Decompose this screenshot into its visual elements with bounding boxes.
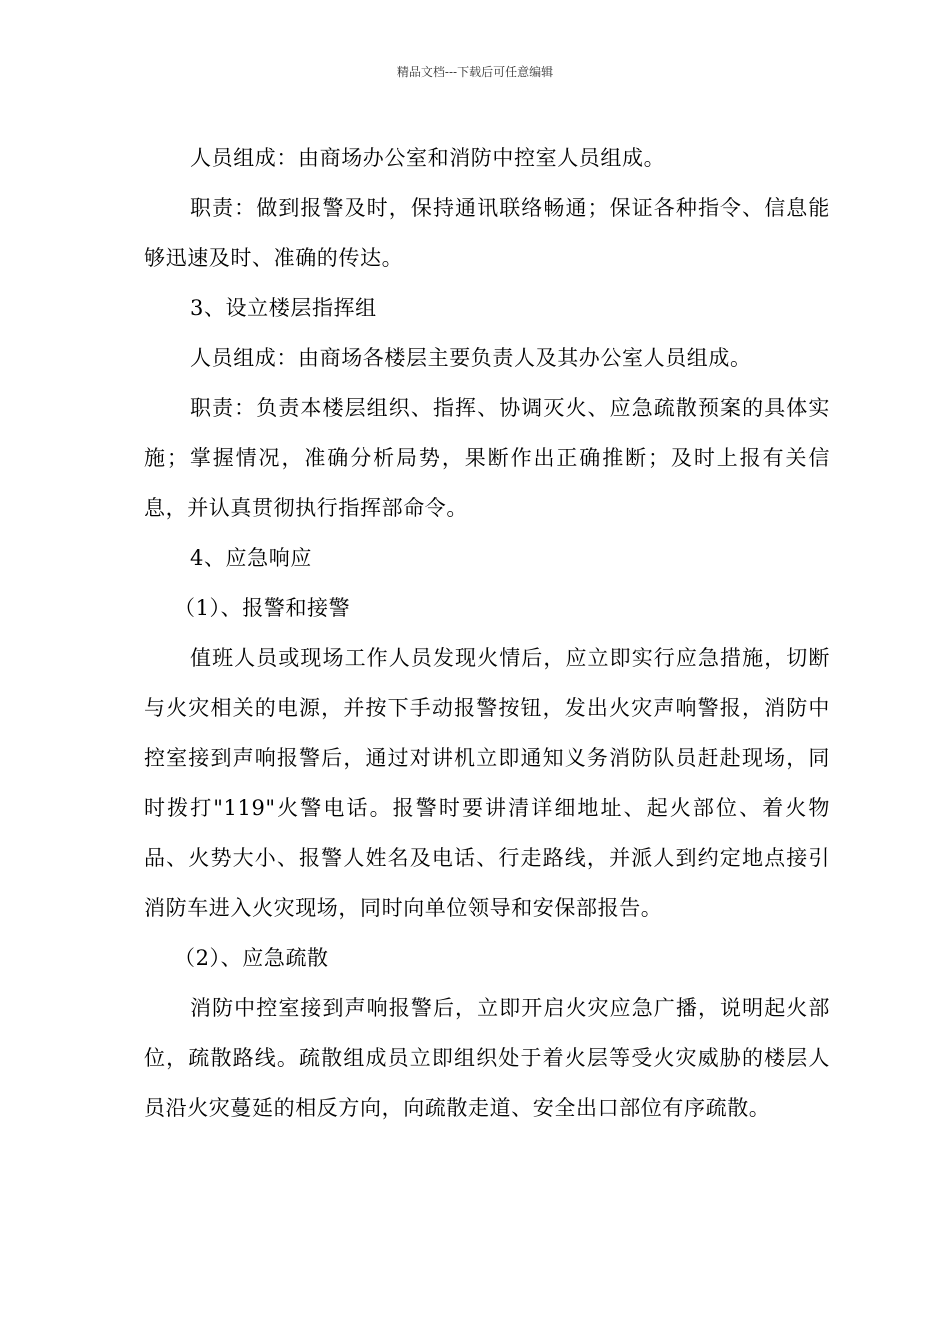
section-heading-emergency-response: 4、应急响应 bbox=[190, 546, 312, 570]
subsection-heading-alarm: （1）、报警和接警 bbox=[174, 596, 351, 620]
paragraph-duties-floor: 职责：负责本楼层组织、指挥、协调灭火、应急疏散预案的具体实施；掌握情况，准确分析局势，果断作出正确推断；及时上报有关信息，并认真贯彻执行指挥部命令。 bbox=[144, 396, 830, 520]
paragraph-staff-composition-floor: 人员组成：由商场各楼层主要负责人及其办公室人员组成。 bbox=[190, 346, 752, 370]
page-header: 精品文档---下载后可任意编辑 bbox=[396, 65, 554, 79]
paragraph-evacuation-procedure: 消防中控室接到声响报警后，立即开启火灾应急广播，说明起火部位，疏散路线。疏散组成员立即组织处于着火层等受火灾威胁的楼层人员沿火灾蔓延的相反方向，向疏散走道、安全出口部位有序疏散。 bbox=[144, 996, 830, 1120]
document-body bbox=[144, 133, 830, 1133]
paragraph-alarm-procedure: 值班人员或现场工作人员发现火情后，应立即实行应急措施，切断与火灾相关的电源，并按下手动报警按钮，发出火灾声响警报，消防中控室接到声响报警后，通过对讲机立即通知义务消防队员赶赴现场，同时拨打"119"火警电话。报警时要讲清详细地址、起火部位、着火物品、火势大小、报警人姓名及电话、行走路线，并派人到约定地点接引消防车进入火灾现场，同时向单位领导和安保部报告。 bbox=[144, 646, 830, 920]
section-heading-floor-command: 3、设立楼层指挥组 bbox=[190, 296, 377, 320]
paragraph-staff-composition-comms: 人员组成：由商场办公室和消防中控室人员组成。 bbox=[190, 146, 666, 170]
paragraph-duties-comms: 职责：做到报警及时，保持通讯联络畅通；保证各种指令、信息能够迅速及时、准确的传达。 bbox=[144, 196, 830, 270]
subsection-heading-evacuation: （2）、应急疏散 bbox=[174, 946, 329, 970]
